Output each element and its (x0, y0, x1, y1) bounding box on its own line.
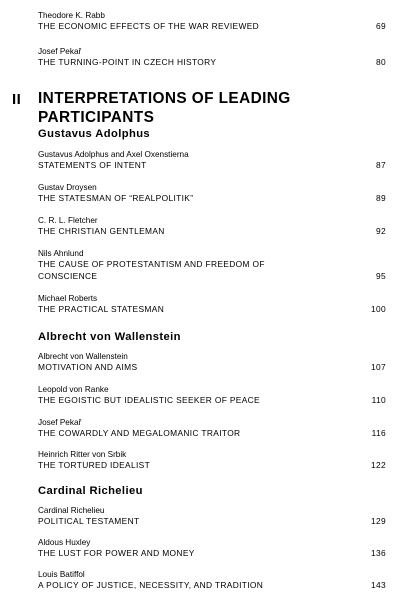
toc-entry (38, 183, 386, 205)
toc-entry (38, 450, 386, 472)
toc-entry (38, 418, 386, 440)
toc-entry (38, 385, 386, 407)
entry-page-number: 129 (370, 516, 386, 526)
part-title-line: INTERPRETATIONS OF LEADING (38, 90, 291, 107)
entry-author: Gustavus Adolphus and Axel Oxenstierna (38, 150, 189, 159)
entry-author: Nils Ahnlund (38, 249, 84, 258)
toc-entry (38, 294, 386, 316)
entry-author: Josef Pekař (38, 418, 82, 427)
entry-title-line: THE CHRISTIAN GENTLEMAN (38, 226, 165, 236)
entry-page-number: 80 (375, 57, 386, 67)
entry-author: Aldous Huxley (38, 538, 91, 547)
entry-author: Gustav Droysen (38, 183, 97, 192)
toc-entry (38, 506, 386, 528)
part-title-line: PARTICIPANTS (38, 109, 155, 126)
entry-title-line: CONSCIENCE (38, 270, 98, 281)
toc-entry (38, 216, 386, 238)
entry-title-line: THE TORTURED IDEALIST (38, 460, 151, 470)
entry-title-line: THE LUST FOR POWER AND MONEY (38, 548, 195, 558)
toc-entry (38, 570, 386, 592)
entry-title (38, 160, 386, 172)
toc-entry (38, 150, 386, 172)
entry-page-number: 92 (375, 226, 386, 236)
entry-title-line: STATEMENTS OF INTENT (38, 160, 147, 170)
entry-title (38, 548, 386, 560)
entry-author: Cardinal Richelieu (38, 506, 105, 515)
section-heading-albrecht-von-wallenstein: Albrecht von Wallenstein (38, 331, 181, 343)
section-heading-cardinal-richelieu: Cardinal Richelieu (38, 485, 143, 497)
entry-title (38, 516, 386, 528)
entry-page-number: 116 (371, 428, 386, 438)
entry-author: Leopold von Ranke (38, 385, 109, 394)
entry-title (38, 460, 386, 472)
entry-page-number: 110 (371, 395, 386, 405)
entry-author: C. R. L. Fletcher (38, 216, 98, 225)
entry-page-number: 87 (375, 160, 386, 170)
entry-title (38, 428, 386, 440)
entry-page-number: 107 (370, 362, 386, 372)
entry-page-number: 69 (375, 21, 386, 31)
entry-page-number: 89 (375, 193, 386, 203)
entry-title (38, 193, 386, 205)
entry-page-number: 95 (375, 270, 386, 281)
entry-title (38, 580, 386, 592)
entry-title (38, 395, 386, 407)
toc-entry (38, 11, 386, 33)
part-title (38, 89, 398, 127)
entry-author: Louis Batiffol (38, 570, 85, 579)
toc-entry (38, 249, 386, 282)
entry-title-line: THE PRACTICAL STATESMAN (38, 304, 165, 314)
entry-page-number: 100 (370, 304, 386, 314)
entry-author: Albrecht von Wallenstein (38, 352, 128, 361)
entry-title (38, 362, 386, 374)
entry-title-line: THE ECONOMIC EFFECTS OF THE WAR REVIEWED (38, 21, 260, 31)
entry-title (38, 21, 386, 33)
entry-author: Michael Roberts (38, 294, 98, 303)
entry-title-line: THE COWARDLY AND MEGALOMANIC TRAITOR (38, 428, 241, 438)
entry-page-number: 136 (370, 548, 386, 558)
entry-author: Theodore K. Rabb (38, 11, 105, 20)
toc-entry (38, 47, 386, 69)
entry-title-line: POLITICAL TESTAMENT (38, 516, 140, 526)
toc-entry (38, 538, 386, 560)
entry-title-line: THE STATESMAN OF “REALPOLITIK” (38, 193, 194, 203)
entry-title-line: THE TURNING-POINT IN CZECH HISTORY (38, 57, 217, 67)
entry-page-number: 143 (370, 580, 386, 590)
section-heading-gustavus-adolphus: Gustavus Adolphus (38, 128, 151, 140)
entry-title-line: THE CAUSE OF PROTESTANTISM AND FREEDOM OF (38, 259, 265, 269)
entry-page-number: 122 (370, 460, 386, 470)
entry-title-line: THE EGOISTIC BUT IDEALISTIC SEEKER OF PEACE (38, 395, 260, 405)
entry-title (38, 226, 386, 238)
entry-author: Heinrich Ritter von Srbik (38, 450, 127, 459)
entry-author: Josef Pekař (38, 47, 82, 56)
entry-title (38, 304, 386, 316)
entry-title-line: A POLICY OF JUSTICE, NECESSITY, AND TRADITION (38, 580, 264, 590)
entry-title (38, 57, 386, 69)
entry-title-line: MOTIVATION AND AIMS (38, 362, 138, 372)
part-number: II (12, 91, 22, 108)
toc-entry (38, 352, 386, 374)
entry-title (38, 259, 386, 282)
